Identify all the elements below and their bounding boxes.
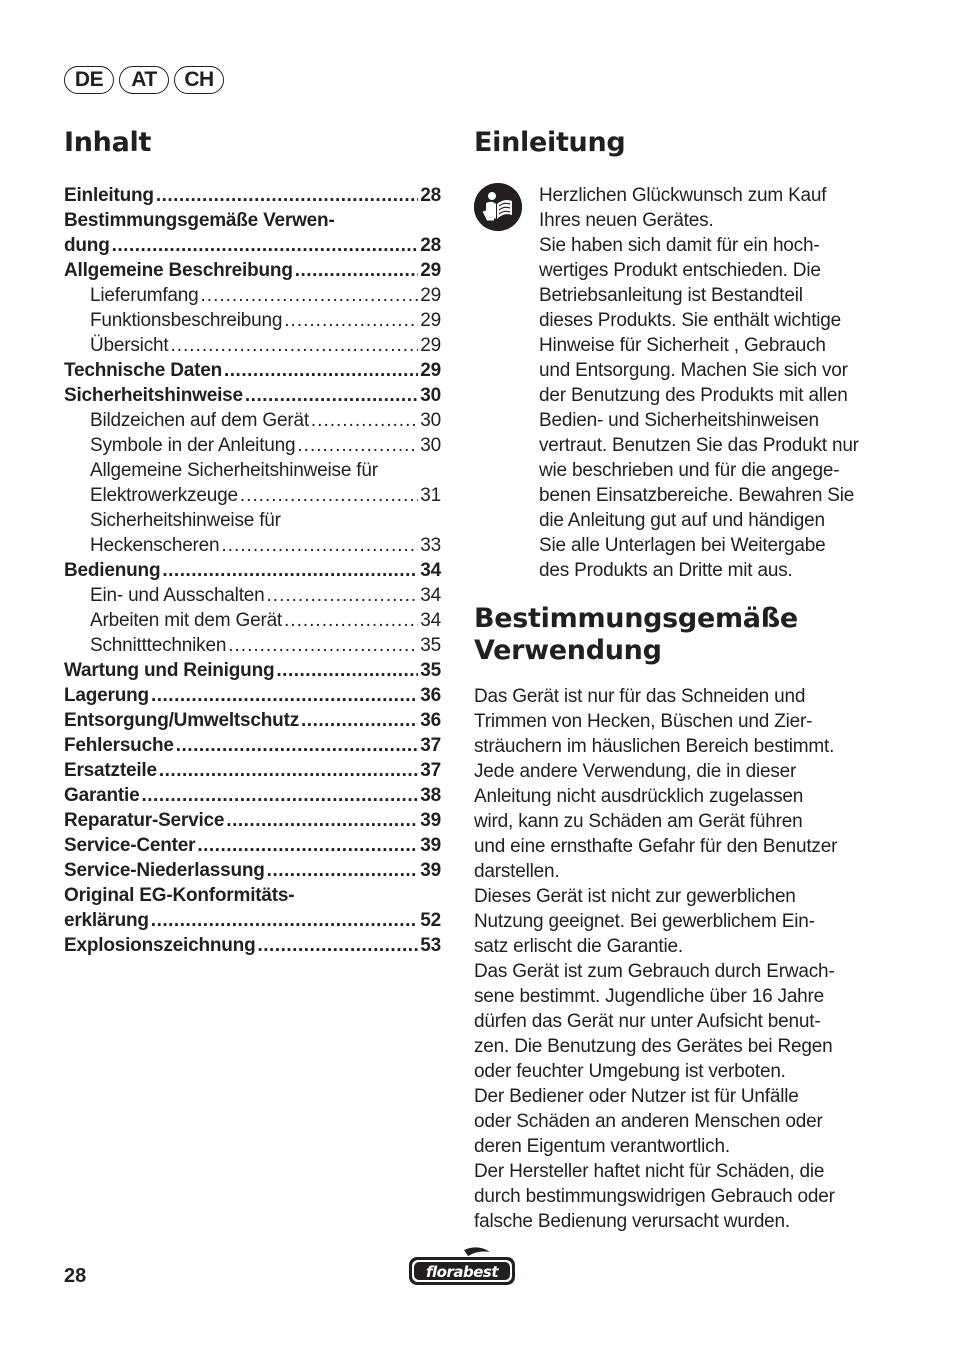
- toc-entry-page: 37: [420, 760, 441, 781]
- toc-leader-dots: [162, 558, 418, 583]
- text-line: Das Gerät ist nur für das Schneiden und: [474, 686, 806, 707]
- text-line: zen. Die Benutzung des Gerätes bei Regen: [474, 1036, 833, 1057]
- toc-entry-label: Original EG-Konformitäts-: [64, 885, 295, 906]
- toc-entry: [64, 758, 441, 783]
- text-line: Trimmen von Hecken, Büschen und Zier-: [474, 711, 813, 732]
- text-line: wertiges Produkt entschieden. Die: [539, 260, 821, 281]
- text-line: Sie haben sich damit für ein hoch-: [539, 235, 820, 256]
- toc-entry-label: Entsorgung/Umweltschutz: [64, 710, 300, 731]
- toc-entry-page: 34: [420, 560, 441, 581]
- toc-entry: [64, 883, 441, 908]
- text-line: Das Gerät ist zum Gebrauch durch Erwach-: [474, 961, 835, 982]
- toc-entry-label: Schnitttechniken: [90, 635, 227, 656]
- text-line: Herzlichen Glückwunsch zum Kauf: [539, 185, 827, 206]
- text-line: Ihres neuen Gerätes.: [539, 210, 714, 231]
- toc-entry: [64, 383, 441, 408]
- toc-entry-label: Arbeiten mit dem Gerät: [90, 610, 283, 631]
- toc-entry: [64, 358, 441, 383]
- table-of-contents: [64, 183, 441, 958]
- toc-title: Inhalt: [64, 127, 152, 158]
- toc-entry-label: Allgemeine Beschreibung: [64, 260, 293, 281]
- language-badge-at: AT: [119, 66, 169, 94]
- toc-entry: [64, 183, 441, 208]
- toc-entry-page: 29: [420, 360, 441, 381]
- toc-entry: [64, 308, 441, 333]
- toc-entry-label: Heckenscheren: [90, 535, 220, 556]
- toc-entry-page: 36: [420, 685, 441, 706]
- text-line: Hinweise für Sicherheit , Gebrauch: [539, 335, 826, 356]
- toc-entry-page: 29: [420, 335, 441, 356]
- text-line: falsche Bedienung verursacht wurden.: [474, 1211, 790, 1232]
- toc-leader-dots: [311, 408, 418, 433]
- toc-entry: [64, 708, 441, 733]
- text-line: Nutzung geeignet. Bei gewerblichem Ein-: [474, 911, 815, 932]
- toc-entry: [64, 733, 441, 758]
- text-line: wird, kann zu Schäden am Gerät führen: [474, 811, 803, 832]
- toc-entry-label: Lieferumfang: [90, 285, 199, 306]
- toc-entry-label: Garantie: [64, 785, 140, 806]
- toc-leader-dots: [284, 308, 418, 333]
- toc-entry-label: Bedienung: [64, 560, 161, 581]
- toc-entry: [64, 833, 441, 858]
- toc-entry-page: 38: [420, 785, 441, 806]
- toc-entry-label: dung: [64, 235, 110, 256]
- text-line: Betriebsanleitung ist Bestandteil: [539, 285, 803, 306]
- toc-leader-dots: [170, 333, 418, 358]
- toc-entry-label: Funktionsbeschreibung: [90, 310, 283, 331]
- toc-leader-dots: [295, 258, 419, 283]
- text-line: Sie alle Unterlagen bei Weitergabe: [539, 535, 826, 556]
- text-line: satz erlischt die Garantie.: [474, 936, 683, 957]
- intro-title: Einleitung: [474, 127, 626, 158]
- toc-entry: [64, 933, 441, 958]
- toc-entry-page: 52: [420, 910, 441, 931]
- toc-entry-page: 35: [420, 635, 441, 656]
- toc-entry: [64, 783, 441, 808]
- toc-leader-dots: [156, 183, 418, 208]
- toc-entry-label: Service-Center: [64, 835, 196, 856]
- toc-entry-page: 35: [420, 660, 441, 681]
- toc-leader-dots: [240, 483, 418, 508]
- toc-entry-page: 31: [420, 485, 441, 506]
- text-line: sene bestimmt. Jugendliche über 16 Jahre: [474, 986, 825, 1007]
- toc-leader-dots: [176, 733, 419, 758]
- toc-entry-label: Bestimmungsgemäße Verwen-: [64, 210, 335, 231]
- toc-entry: [64, 658, 441, 683]
- toc-entry-label: Wartung und Reinigung: [64, 660, 275, 681]
- toc-entry-page: 28: [420, 235, 441, 256]
- toc-entry-label: Lagerung: [64, 685, 149, 706]
- text-line: deren Eigentum verantwortlich.: [474, 1136, 730, 1157]
- toc-entry: [64, 808, 441, 833]
- text-line: sträuchern im häuslichen Bereich bestimmt.: [474, 736, 835, 757]
- text-line: benen Einsatzbereiche. Bewahren Sie: [539, 485, 855, 506]
- toc-entry: [64, 208, 441, 233]
- toc-entry-label: Allgemeine Sicherheitshinweise für: [90, 460, 378, 481]
- florabest-logo: [406, 1246, 518, 1288]
- text-line: vertraut. Benutzen Sie das Produkt nur: [539, 435, 859, 456]
- toc-entry-label: Übersicht: [90, 335, 169, 356]
- toc-entry-page: 30: [420, 385, 441, 406]
- toc-leader-dots: [201, 283, 419, 308]
- toc-entry: [64, 333, 441, 358]
- toc-entry-page: 29: [420, 260, 441, 281]
- toc-entry-label: Bildzeichen auf dem Gerät: [90, 410, 309, 431]
- toc-entry: [64, 258, 441, 283]
- toc-entry-label: erklärung: [64, 910, 149, 931]
- toc-entry-page: 30: [420, 410, 441, 431]
- toc-leader-dots: [224, 358, 418, 383]
- toc-leader-dots: [301, 708, 418, 733]
- toc-leader-dots: [267, 583, 419, 608]
- toc-entry-page: 29: [420, 310, 441, 331]
- toc-leader-dots: [221, 533, 418, 558]
- text-line: oder Schäden an anderen Menschen oder: [474, 1111, 823, 1132]
- toc-entry: [64, 458, 441, 483]
- toc-leader-dots: [151, 683, 418, 708]
- toc-entry-page: 36: [420, 710, 441, 731]
- toc-entry-page: 39: [420, 860, 441, 881]
- toc-entry: [64, 683, 441, 708]
- text-line: Der Bediener oder Nutzer ist für Unfälle: [474, 1086, 799, 1107]
- toc-leader-dots: [112, 233, 419, 258]
- toc-entry-page: 29: [420, 285, 441, 306]
- text-line: des Produkts an Dritte mit aus.: [539, 560, 793, 581]
- text-line: Bedien- und Sicherheitshinweisen: [539, 410, 819, 431]
- intro-paragraph: [539, 183, 869, 583]
- toc-entry: [64, 483, 441, 508]
- toc-entry: [64, 558, 441, 583]
- toc-entry: [64, 908, 441, 933]
- toc-entry: [64, 233, 441, 258]
- toc-leader-dots: [276, 658, 418, 683]
- toc-entry-label: Fehlersuche: [64, 735, 174, 756]
- toc-entry: [64, 533, 441, 558]
- toc-entry: [64, 508, 441, 533]
- toc-entry: [64, 433, 441, 458]
- page-number: 28: [64, 1265, 87, 1287]
- toc-leader-dots: [228, 633, 418, 658]
- toc-entry: [64, 608, 441, 633]
- text-line: durch bestimmungswidrigen Gebrauch oder: [474, 1186, 835, 1207]
- text-line: Dieses Gerät ist nicht zur gewerblichen: [474, 886, 796, 907]
- toc-entry-page: 39: [420, 810, 441, 831]
- toc-entry-label: Symbole in der Anleitung: [90, 435, 296, 456]
- toc-entry-label: Elektrowerkzeuge: [90, 485, 238, 506]
- toc-entry-page: 34: [420, 585, 441, 606]
- toc-entry-page: 37: [420, 735, 441, 756]
- text-line: und Entsorgung. Machen Sie sich vor: [539, 360, 848, 381]
- toc-entry: [64, 858, 441, 883]
- toc-entry-label: Reparatur-Service: [64, 810, 225, 831]
- text-line: wie beschrieben und für die angege-: [539, 460, 840, 481]
- text-line: Jede andere Verwendung, die in dieser: [474, 761, 797, 782]
- toc-leader-dots: [142, 783, 419, 808]
- text-line: Anleitung nicht ausdrücklich zugelassen: [474, 786, 804, 807]
- text-line: die Anleitung gut auf und händigen: [539, 510, 825, 531]
- usage-title-line2: Verwendung: [474, 635, 662, 666]
- toc-leader-dots: [197, 833, 418, 858]
- text-line: der Benutzung des Produkts mit allen: [539, 385, 848, 406]
- toc-entry-page: 39: [420, 835, 441, 856]
- toc-leader-dots: [258, 933, 419, 958]
- read-manual-icon: [474, 183, 522, 231]
- text-line: dürfen das Gerät nur unter Aufsicht benut-: [474, 1011, 821, 1032]
- language-badge-ch: CH: [174, 66, 224, 94]
- toc-leader-dots: [159, 758, 418, 783]
- toc-entry-label: Ein- und Ausschalten: [90, 585, 265, 606]
- toc-entry-page: 30: [420, 435, 441, 456]
- toc-leader-dots: [267, 858, 419, 883]
- toc-entry-label: Explosionszeichnung: [64, 935, 256, 956]
- usage-paragraph: [474, 684, 874, 1234]
- toc-entry-label: Ersatzteile: [64, 760, 157, 781]
- brand-wordmark: florabest: [425, 1263, 499, 1281]
- toc-entry: [64, 583, 441, 608]
- toc-entry-label: Service-Niederlassung: [64, 860, 265, 881]
- toc-entry-label: Technische Daten: [64, 360, 222, 381]
- language-badges: [64, 66, 224, 94]
- toc-entry-page: 53: [420, 935, 441, 956]
- toc-entry-label: Einleitung: [64, 185, 154, 206]
- text-line: darstellen.: [474, 861, 560, 882]
- usage-title: [474, 603, 798, 667]
- toc-leader-dots: [245, 383, 418, 408]
- toc-entry: [64, 633, 441, 658]
- toc-entry-page: 33: [420, 535, 441, 556]
- toc-leader-dots: [226, 808, 418, 833]
- toc-leader-dots: [297, 433, 418, 458]
- text-line: oder feuchter Umgebung ist verboten.: [474, 1061, 786, 1082]
- toc-entry-label: Sicherheitshinweise: [64, 385, 243, 406]
- toc-entry-label: Sicherheitshinweise für: [90, 510, 281, 531]
- toc-leader-dots: [284, 608, 418, 633]
- toc-leader-dots: [151, 908, 418, 933]
- text-line: dieses Produkts. Sie enthält wichtige: [539, 310, 842, 331]
- toc-entry: [64, 283, 441, 308]
- language-badge-de: DE: [64, 66, 114, 94]
- text-line: und eine ernsthafte Gefahr für den Benutzer: [474, 836, 838, 857]
- toc-entry-page: 28: [420, 185, 441, 206]
- toc-entry: [64, 408, 441, 433]
- toc-entry-page: 34: [420, 610, 441, 631]
- usage-title-line1: Bestimmungsgemäße: [474, 603, 798, 634]
- text-line: Der Hersteller haftet nicht für Schäden, die: [474, 1161, 825, 1182]
